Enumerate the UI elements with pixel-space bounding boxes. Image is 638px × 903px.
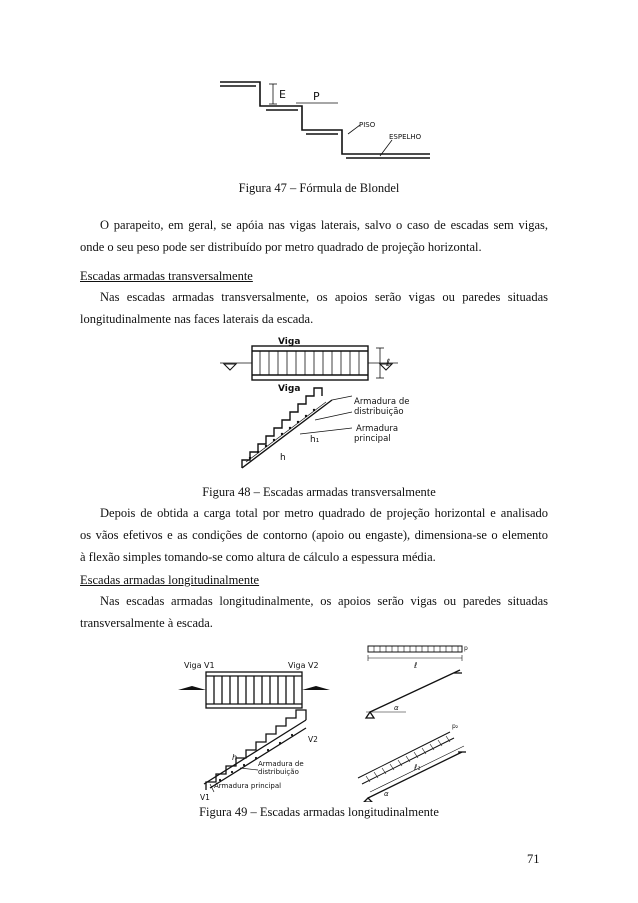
fig49-label-l1: ℓ₁ <box>414 763 421 772</box>
paragraph-parapeito <box>80 214 548 258</box>
paragraph-transversal <box>80 286 548 330</box>
fig48-label-viga-bottom: Viga <box>278 384 301 394</box>
figure-47-stair-diagram <box>210 70 440 170</box>
fig49-label-armadura-principal: Armadura principal <box>214 782 282 790</box>
paragraph-line: O parapeito, em geral, se apóia nas vigas laterais, salvo o caso de escadas sem vigas, <box>100 218 548 232</box>
figure-48-caption: Figura 48 – Escadas armadas transversalmente <box>202 485 436 499</box>
fig48-label-armadura-principal-2: principal <box>354 434 391 444</box>
fig48-label-viga-top: Viga <box>278 337 301 347</box>
fig48-label-h: h <box>280 453 286 463</box>
paragraph-line: longitudinalmente nas faces laterais da escada. <box>80 312 314 326</box>
heading-escadas-transversalmente: Escadas armadas transversalmente <box>80 269 253 283</box>
page-number: 71 <box>527 852 540 866</box>
fig49-label-viga-v1: Viga V1 <box>184 661 215 670</box>
fig49-label-h: h <box>232 753 238 762</box>
fig49-label-p2: p₂ <box>452 723 459 730</box>
paragraph-line: transversalmente à escada. <box>80 616 213 630</box>
fig48-label-armadura-distribuicao-1: Armadura de <box>354 397 410 407</box>
heading-escadas-longitudinalmente: Escadas armadas longitudinalmente <box>80 573 260 587</box>
paragraph-line: Nas escadas armadas longitudinalmente, os apoios serão vigas ou paredes situadas <box>100 594 548 608</box>
fig49-label-alpha-2: α <box>384 790 389 798</box>
paragraph-line: Depois de obtida a carga total por metro quadrado de projeção horizontal e analisado <box>100 506 548 520</box>
fig49-label-armadura-distribuicao-2: distribuição <box>258 768 299 776</box>
fig47-label-espelho: ESPELHO <box>389 133 422 141</box>
figure-48-transverse-stair <box>220 334 460 474</box>
figure-47-caption: Figura 47 – Fórmula de Blondel <box>238 181 400 195</box>
fig49-label-v2: V2 <box>308 735 318 744</box>
paragraph-line: onde o seu peso pode ser distribuído por metro quadrado de projeção horizontal. <box>80 240 482 254</box>
fig49-label-alpha-1: α <box>394 704 399 712</box>
fig49-label-p: p <box>464 645 468 652</box>
fig49-label-l: ℓ <box>414 661 418 670</box>
figure-49-caption: Figura 49 – Escadas armadas longitudinalmente <box>199 805 439 819</box>
figure-49-longitudinal-stairs <box>170 642 480 802</box>
paragraph-line: Nas escadas armadas transversalmente, os apoios serão vigas ou paredes situadas <box>100 290 548 304</box>
fig48-label-h1: h₁ <box>310 435 320 445</box>
fig47-label-piso: PISO <box>359 121 376 129</box>
fig48-label-armadura-principal-1: Armadura <box>356 424 399 434</box>
paragraph-line: os vãos efetivos e as condições de contorno (apoio ou engaste), dimensiona-se o elemento <box>80 528 548 542</box>
paragraph-line: à flexão simples tomando-se como altura de cálculo a espessura média. <box>80 550 436 564</box>
fig47-label-e: E <box>279 88 286 101</box>
fig49-label-armadura-distribuicao-1: Armadura de <box>258 760 304 768</box>
fig47-label-p: P <box>313 90 320 103</box>
fig48-label-armadura-distribuicao-2: distribuição <box>354 407 404 417</box>
fig49-label-viga-v2: Viga V2 <box>288 661 319 670</box>
paragraph-dimensiona <box>80 502 548 568</box>
fig48-label-l: ℓ <box>386 358 391 369</box>
paragraph-longitudinal <box>80 590 548 634</box>
fig49-label-v1: V1 <box>200 793 210 802</box>
